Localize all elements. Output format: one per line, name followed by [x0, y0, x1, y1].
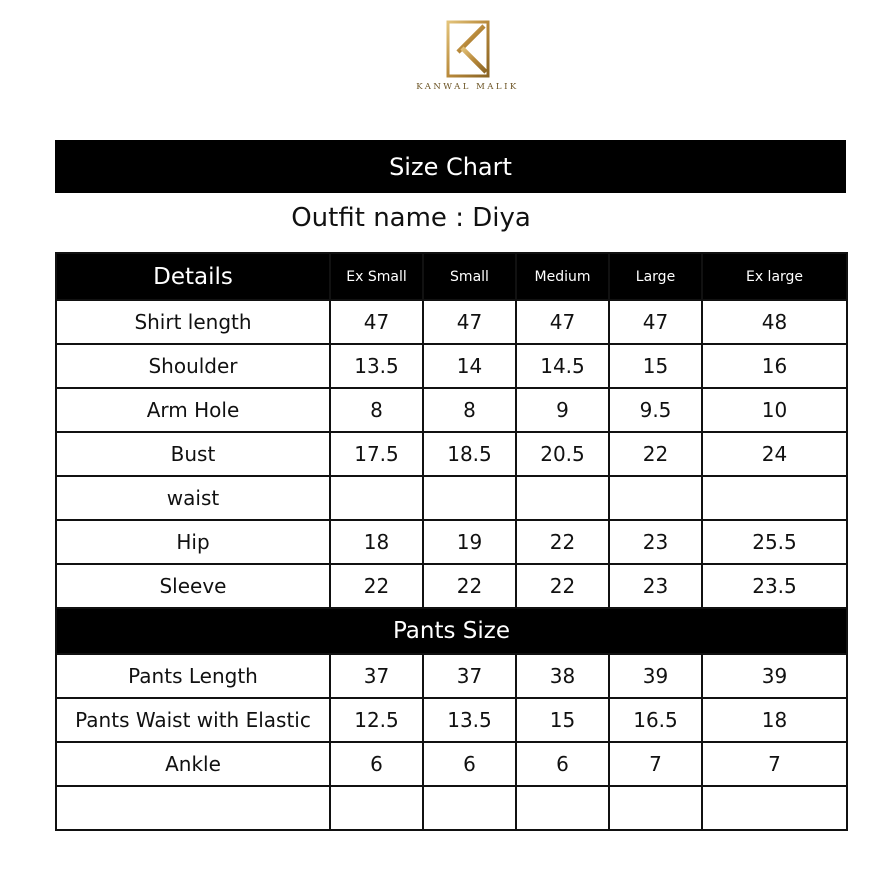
row-label: Arm Hole: [56, 388, 330, 432]
header-row: [56, 253, 847, 300]
outfit-name: Outfit name : Diya: [291, 203, 531, 233]
table-row: [56, 742, 847, 786]
row-label: Shirt length: [56, 300, 330, 344]
column-header-large: Large: [609, 253, 702, 300]
table-cell: 22: [516, 520, 609, 564]
column-header-details: Details: [56, 253, 330, 300]
table-cell: [702, 476, 847, 520]
brand-logo: [410, 20, 525, 100]
column-header-ex-large: Ex large: [702, 253, 847, 300]
row-label: Ankle: [56, 742, 330, 786]
column-header-ex-small: Ex Small: [330, 253, 423, 300]
table-cell: 16.5: [609, 698, 702, 742]
brand-name: KANWAL MALIK: [416, 82, 519, 92]
row-label: waist: [56, 476, 330, 520]
table-cell: 23: [609, 564, 702, 608]
table-cell: 47: [516, 300, 609, 344]
table-cell: [423, 476, 516, 520]
table-cell: 13.5: [330, 344, 423, 388]
table-cell: 48: [702, 300, 847, 344]
table-cell: 15: [609, 344, 702, 388]
row-label: Pants Waist with Elastic: [56, 698, 330, 742]
table-cell: [330, 786, 423, 830]
table-cell: 6: [423, 742, 516, 786]
row-label: Sleeve: [56, 564, 330, 608]
table-cell: 18.5: [423, 432, 516, 476]
table-row: [56, 344, 847, 388]
table-cell: 18: [702, 698, 847, 742]
table-cell: [516, 476, 609, 520]
table-cell: 23: [609, 520, 702, 564]
table-cell: 13.5: [423, 698, 516, 742]
table-cell: 25.5: [702, 520, 847, 564]
table-cell: 38: [516, 654, 609, 698]
table-cell: 14: [423, 344, 516, 388]
row-label: Pants Length: [56, 654, 330, 698]
pants-size-heading: Pants Size: [56, 608, 847, 654]
table-cell: 23.5: [702, 564, 847, 608]
table-cell: 8: [423, 388, 516, 432]
table-cell: 47: [609, 300, 702, 344]
table-row: [56, 432, 847, 476]
table-cell: 18: [330, 520, 423, 564]
table-cell: 37: [423, 654, 516, 698]
table-cell: 10: [702, 388, 847, 432]
table-cell: 19: [423, 520, 516, 564]
table-row: [56, 654, 847, 698]
column-header-medium: Medium: [516, 253, 609, 300]
table-cell: 39: [702, 654, 847, 698]
table-cell: 9.5: [609, 388, 702, 432]
table-cell: 37: [330, 654, 423, 698]
row-label: [56, 786, 330, 830]
size-chart-title: Size Chart: [55, 140, 846, 193]
table-cell: 22: [609, 432, 702, 476]
table-row: [56, 564, 847, 608]
table-cell: 22: [516, 564, 609, 608]
table-cell: [702, 786, 847, 830]
table-cell: 16: [702, 344, 847, 388]
row-label: Shoulder: [56, 344, 330, 388]
table-cell: 47: [330, 300, 423, 344]
table-cell: 22: [330, 564, 423, 608]
row-label: Bust: [56, 432, 330, 476]
table-cell: 24: [702, 432, 847, 476]
table-cell: 22: [423, 564, 516, 608]
kanwal-malik-monogram-icon: [446, 20, 490, 78]
table-cell: [330, 476, 423, 520]
pants-size-section: [56, 608, 847, 654]
table-cell: 8: [330, 388, 423, 432]
table-cell: 17.5: [330, 432, 423, 476]
table-cell: 7: [702, 742, 847, 786]
table-cell: 47: [423, 300, 516, 344]
table-row: [56, 300, 847, 344]
table-cell: 7: [609, 742, 702, 786]
table-cell: 12.5: [330, 698, 423, 742]
table-row: [56, 476, 847, 520]
table-cell: [423, 786, 516, 830]
table-cell: 20.5: [516, 432, 609, 476]
table-row: [56, 388, 847, 432]
table-cell: 15: [516, 698, 609, 742]
table-cell: [609, 476, 702, 520]
table-cell: 6: [516, 742, 609, 786]
table-cell: 6: [330, 742, 423, 786]
table-cell: [609, 786, 702, 830]
table-cell: 9: [516, 388, 609, 432]
row-label: Hip: [56, 520, 330, 564]
column-header-small: Small: [423, 253, 516, 300]
table-row: [56, 520, 847, 564]
size-chart-table: [55, 252, 848, 831]
table-cell: 39: [609, 654, 702, 698]
table-cell: 14.5: [516, 344, 609, 388]
table-row: [56, 786, 847, 830]
table-row: [56, 698, 847, 742]
table-cell: [516, 786, 609, 830]
